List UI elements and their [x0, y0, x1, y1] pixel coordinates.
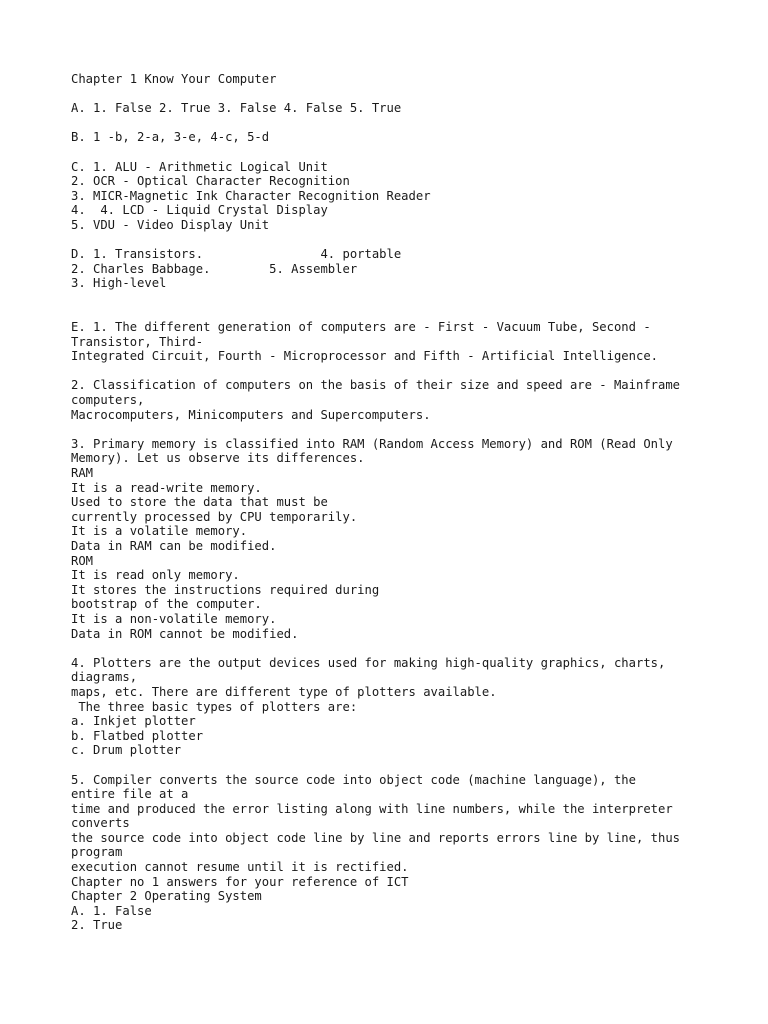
text-line: time and produced the error listing along with line numbers, while the interpreter — [71, 801, 673, 816]
text-line: 5. VDU - Video Display Unit — [71, 217, 270, 232]
text-line: Chapter no 1 answers for your reference of ICT — [71, 874, 409, 889]
document-body — [71, 72, 731, 933]
text-line: A. 1. False — [71, 903, 152, 918]
text-line — [71, 758, 731, 773]
text-line: Memory). Let us observe its differences. — [71, 451, 365, 466]
text-line: Integrated Circuit, Fourth - Microprocessor and Fifth - Artificial Intelligence. — [71, 349, 658, 364]
text-line: bootstrap of the computer. — [71, 597, 262, 612]
text-line: execution cannot resume until it is rectified. — [71, 860, 409, 875]
text-line: 4. Plotters are the output devices used for making high-quality graphics, charts, — [71, 655, 666, 670]
text-line: 2. True — [71, 918, 123, 933]
text-line: currently processed by CPU temporarily. — [71, 509, 358, 524]
text-line: diagrams, — [71, 670, 138, 685]
text-line — [71, 291, 731, 306]
text-line — [71, 422, 731, 437]
text-line: It is read only memory. — [71, 568, 240, 583]
text-line: It stores the instructions required during — [71, 582, 380, 597]
text-line: 2. Charles Babbage. 5. Assembler — [71, 261, 358, 276]
text-line: It is a non-volatile memory. — [71, 611, 277, 626]
text-line: 2. OCR - Optical Character Recognition — [71, 174, 350, 189]
text-line: 2. Classification of computers on the basis of their size and speed are - Mainframe — [71, 378, 681, 393]
text-line: Transistor, Third- — [71, 334, 204, 349]
text-line: converts — [71, 816, 130, 831]
text-line: 3. High-level — [71, 276, 167, 291]
text-line: C. 1. ALU - Arithmetic Logical Unit — [71, 159, 328, 174]
text-line — [71, 87, 731, 102]
text-line: b. Flatbed plotter — [71, 728, 204, 743]
text-line — [71, 116, 731, 131]
text-line: D. 1. Transistors. 4. portable — [71, 247, 402, 262]
text-line: It is a read-write memory. — [71, 480, 262, 495]
text-line: computers, — [71, 393, 145, 408]
text-line: The three basic types of plotters are: — [71, 699, 358, 714]
text-line: program — [71, 845, 123, 860]
text-line: c. Drum plotter — [71, 743, 182, 758]
text-line: a. Inkjet plotter — [71, 714, 196, 729]
text-line: ROM — [71, 553, 94, 568]
text-line: Chapter 1 Know Your Computer — [71, 72, 277, 86]
text-line: 4. 4. LCD - Liquid Crystal Display — [71, 203, 328, 218]
text-line — [71, 641, 731, 656]
text-line — [71, 233, 731, 248]
text-line: Used to store the data that must be — [71, 495, 328, 510]
text-line: E. 1. The different generation of computers are - First - Vacuum Tube, Second - — [71, 320, 651, 335]
text-line: Macrocomputers, Minicomputers and Supercomputers. — [71, 407, 431, 422]
text-line: 5. Compiler converts the source code into object code (machine language), the — [71, 772, 636, 787]
text-line: the source code into object code line by line and reports errors line by line, thus — [71, 830, 681, 845]
text-line: Data in RAM can be modified. — [71, 539, 277, 553]
text-line: entire file at a — [71, 787, 189, 802]
text-line — [71, 364, 731, 379]
text-line: 3. MICR-Magnetic Ink Character Recognition Reader — [71, 188, 431, 203]
text-line: Data in ROM cannot be modified. — [71, 626, 299, 641]
text-line — [71, 145, 731, 160]
text-line: A. 1. False 2. True 3. False 4. False 5. True — [71, 101, 402, 116]
text-line: It is a volatile memory. — [71, 524, 248, 539]
text-line: 3. Primary memory is classified into RAM (Random Access Memory) and ROM (Read Only — [71, 436, 673, 451]
text-line: RAM — [71, 466, 94, 481]
text-line: B. 1 -b, 2-a, 3-e, 4-c, 5-d — [71, 130, 270, 145]
text-line: maps, etc. There are different type of plotters available. — [71, 684, 497, 699]
text-line: Chapter 2 Operating System — [71, 889, 262, 904]
text-line — [71, 306, 731, 321]
